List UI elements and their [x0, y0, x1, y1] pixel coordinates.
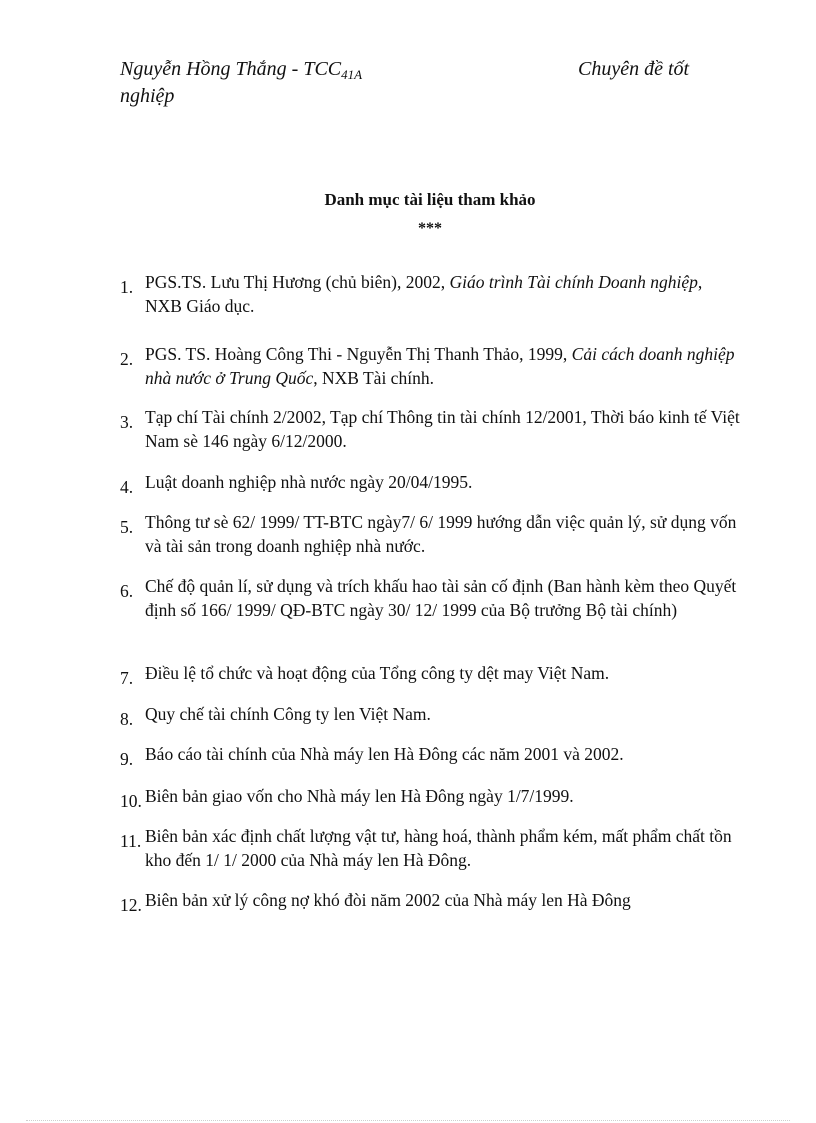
- class-code: 41A: [341, 67, 363, 82]
- reference-text: Thông tư sè 62/ 1999/ TT-BTC ngày7/ 6/ 1999 hướng dẫn việc quản lý, sử dụng vốn và tài sản trong doanh nghiệp nhà nước.: [145, 512, 737, 556]
- reference-text: Điều lệ tổ chức và hoạt động của Tổng công ty dệt may Việt Nam.: [145, 663, 610, 683]
- reference-text: [145, 270, 740, 318]
- reference-number: 10.: [120, 791, 142, 811]
- reference-text: Quy chế tài chính Công ty len Việt Nam.: [145, 704, 431, 724]
- header-topic: Chuyên đề tốt: [578, 58, 690, 80]
- author-name: Nguyễn Hồng Thắng - TCC: [120, 58, 342, 80]
- reference-number: 9.: [120, 749, 134, 769]
- reference-text-part: PGS.TS. Lưu Thị Hương (chủ biên), 2002,: [145, 272, 450, 292]
- reference-text: [145, 342, 740, 390]
- reference-text: Tạp chí Tài chính 2/2002, Tạp chí Thông tin tài chính 12/2001, Thời báo kinh tế Việt Nam sè 146 ngày 6/12/2000.: [145, 407, 740, 451]
- reference-number: 11.: [120, 831, 142, 851]
- title-separator: ***: [418, 220, 442, 237]
- reference-number: 3.: [120, 412, 134, 432]
- reference-number: 7.: [120, 668, 134, 688]
- reference-text-part: , NXB Giáo dục.: [145, 272, 703, 316]
- reference-number: 2.: [120, 349, 134, 369]
- reference-number: 4.: [120, 477, 134, 497]
- header-topic-continued: nghiệp: [120, 85, 175, 107]
- reference-title-italic: Giáo trình Tài chính Doanh nghiệp: [449, 272, 698, 292]
- reference-text: Luật doanh nghiệp nhà nước ngày 20/04/1995.: [145, 472, 473, 492]
- reference-text: Báo cáo tài chính của Nhà máy len Hà Đông các năm 2001 và 2002.: [145, 744, 624, 764]
- reference-number: 6.: [120, 581, 134, 601]
- reference-title-italic: Cải cách doanh nghiệp nhà nước ở Trung Quốc: [145, 344, 735, 388]
- page-title: Danh mục tài liệu tham khảo: [324, 190, 536, 209]
- reference-number: 1.: [120, 277, 134, 297]
- reference-number: 8.: [120, 709, 134, 729]
- reference-number: 5.: [120, 517, 134, 537]
- page-bottom-divider: [26, 1120, 790, 1121]
- reference-text-part: , NXB Tài chính.: [313, 368, 434, 388]
- reference-text-part: PGS. TS. Hoàng Công Thi - Nguyễn Thị Thanh Thảo, 1999,: [145, 344, 572, 364]
- reference-text: Biên bản giao vốn cho Nhà máy len Hà Đông ngày 1/7/1999.: [145, 786, 574, 806]
- reference-number: 12.: [120, 895, 142, 915]
- reference-text: Biên bản xử lý công nợ khó đòi năm 2002 của Nhà máy len Hà Đông: [145, 890, 631, 910]
- reference-text: Chế độ quản lí, sử dụng và trích khấu hao tài sản cố định (Ban hành kèm theo Quyết định số 166/ 1999/ QĐ-BTC ngày 30/ 12/ 1999 của Bộ trưởng Bộ tài chính): [145, 576, 737, 620]
- reference-text: Biên bản xác định chất lượng vật tư, hàng hoá, thành phẩm kém, mất phẩm chất tồn kho đến 1/ 1/ 2000 của Nhà máy len Hà Đông.: [145, 826, 732, 870]
